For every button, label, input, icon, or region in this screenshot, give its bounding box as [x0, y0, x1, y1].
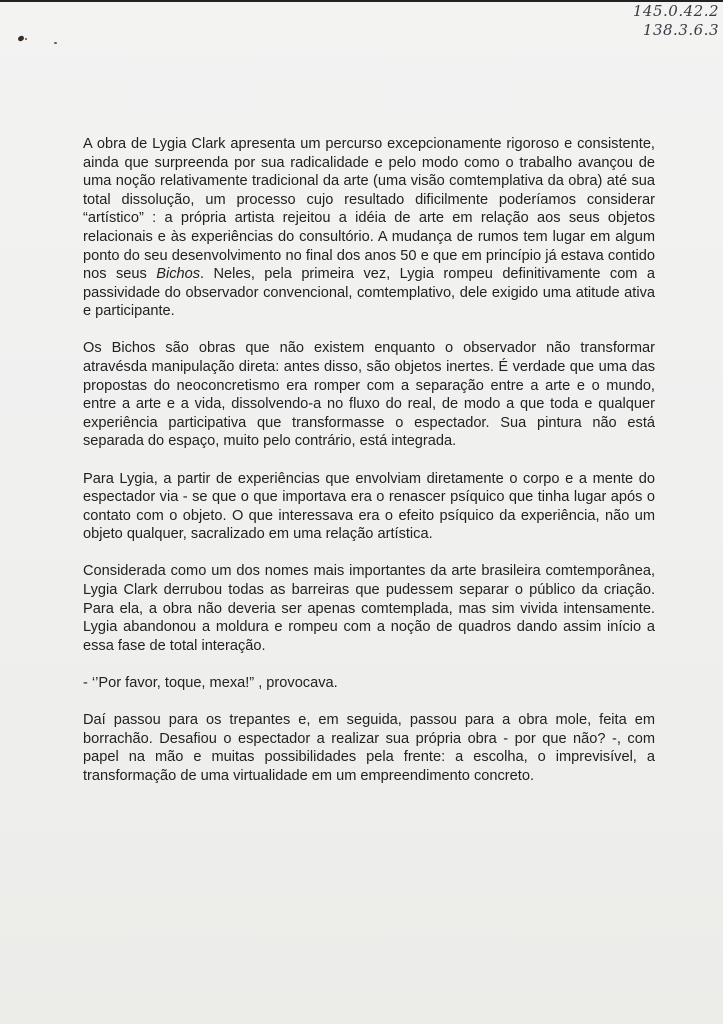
catalog-number-2: 138.3.6.3: [642, 21, 719, 39]
ink-spot: [17, 35, 24, 42]
ink-dot: [25, 38, 27, 40]
paragraph-4: Considerada como um dos nomes mais importantes da arte brasileira comtemporânea, Lygia Clark derrubou todas as barreiras que pudessem separar o público da criação. Para ela, a obra não deveria ser apenas comtemplada, mas sim vivida intensamente. Lygia abandonou a moldura e rompeu com a noção de quadros dando assim início a essa fase de total interação.: [83, 563, 655, 654]
paragraph-1-italic-term: Bichos: [156, 266, 201, 283]
document-body: [83, 135, 655, 804]
handwritten-catalog-numbers: [633, 2, 719, 40]
paragraph-6: Daí passou para os trepantes e, em seguida, passou para a obra mole, feita em borrachão. Desafiou o espectador a realizar sua própria obra - por que não? -, com papel na mão e muitas possibilidades pela frente: a escolha, o imprevisível, a transformação de uma virtualidade em um empreendimento concreto.: [83, 711, 655, 784]
catalog-number-1: 145.0.42.2: [632, 2, 719, 20]
paragraph-1-text-a: A obra de Lygia Clark apresenta um percurso excepcionamente rigoroso e consistente, ainda que surpreenda por sua radicalidade e pelo modo como o trabalho avançou de uma noção relativamente tradicional da arte (uma visão comtemplativa da obra) até sua total dissolução, um processo cujo resultado dificilmente poderíamos considerar “artístico” : a própria artista rejeitou a idéia de arte em relação aos seus objetos relacionais e às experiências do consultório. A mudança de rumos tem lugar em algum ponto do seu desenvolvimento no final dos anos 50 e que em princípio já estava contido nos seus: [83, 136, 655, 283]
ink-dot: [54, 42, 57, 44]
paragraph-2: Os Bichos são obras que não existem enquanto o observador não transformar atravésda manipulação direta: antes disso, são objetos inertes. É verdade que uma das propostas do neoconcretismo era romper com a separação entre a arte e o mundo, entre a arte e a vida, dissolvendo-a no fluxo do real, de modo a que toda e qualquer experiência participativa que transformasse o espectador. Sua pintura não está separada do espaço, muito pelo contrário, está integrada.: [83, 340, 655, 450]
paragraph-1-text-b: . Neles, pela primeira vez, Lygia rompeu definitivamente com a passividade do observador convencional, comtemplativo, dele exigido uma atitude ativa e participante.: [83, 266, 656, 320]
paragraph-3: Para Lygia, a partir de experiências que envolviam diretamente o corpo e a mente do espectador via - se que o que importava era o renascer psíquico que tinha lugar após o contato com o objeto. O que interessava era o efeito psíquico da experiência, não um objeto qualquer, sacralizado em uma relação artística.: [83, 470, 655, 543]
paragraph-5-quote: - ‘’Por favor, toque, mexa!” , provocava.: [83, 674, 338, 691]
paragraph-1: [83, 135, 655, 321]
scan-top-edge: [0, 0, 723, 2]
